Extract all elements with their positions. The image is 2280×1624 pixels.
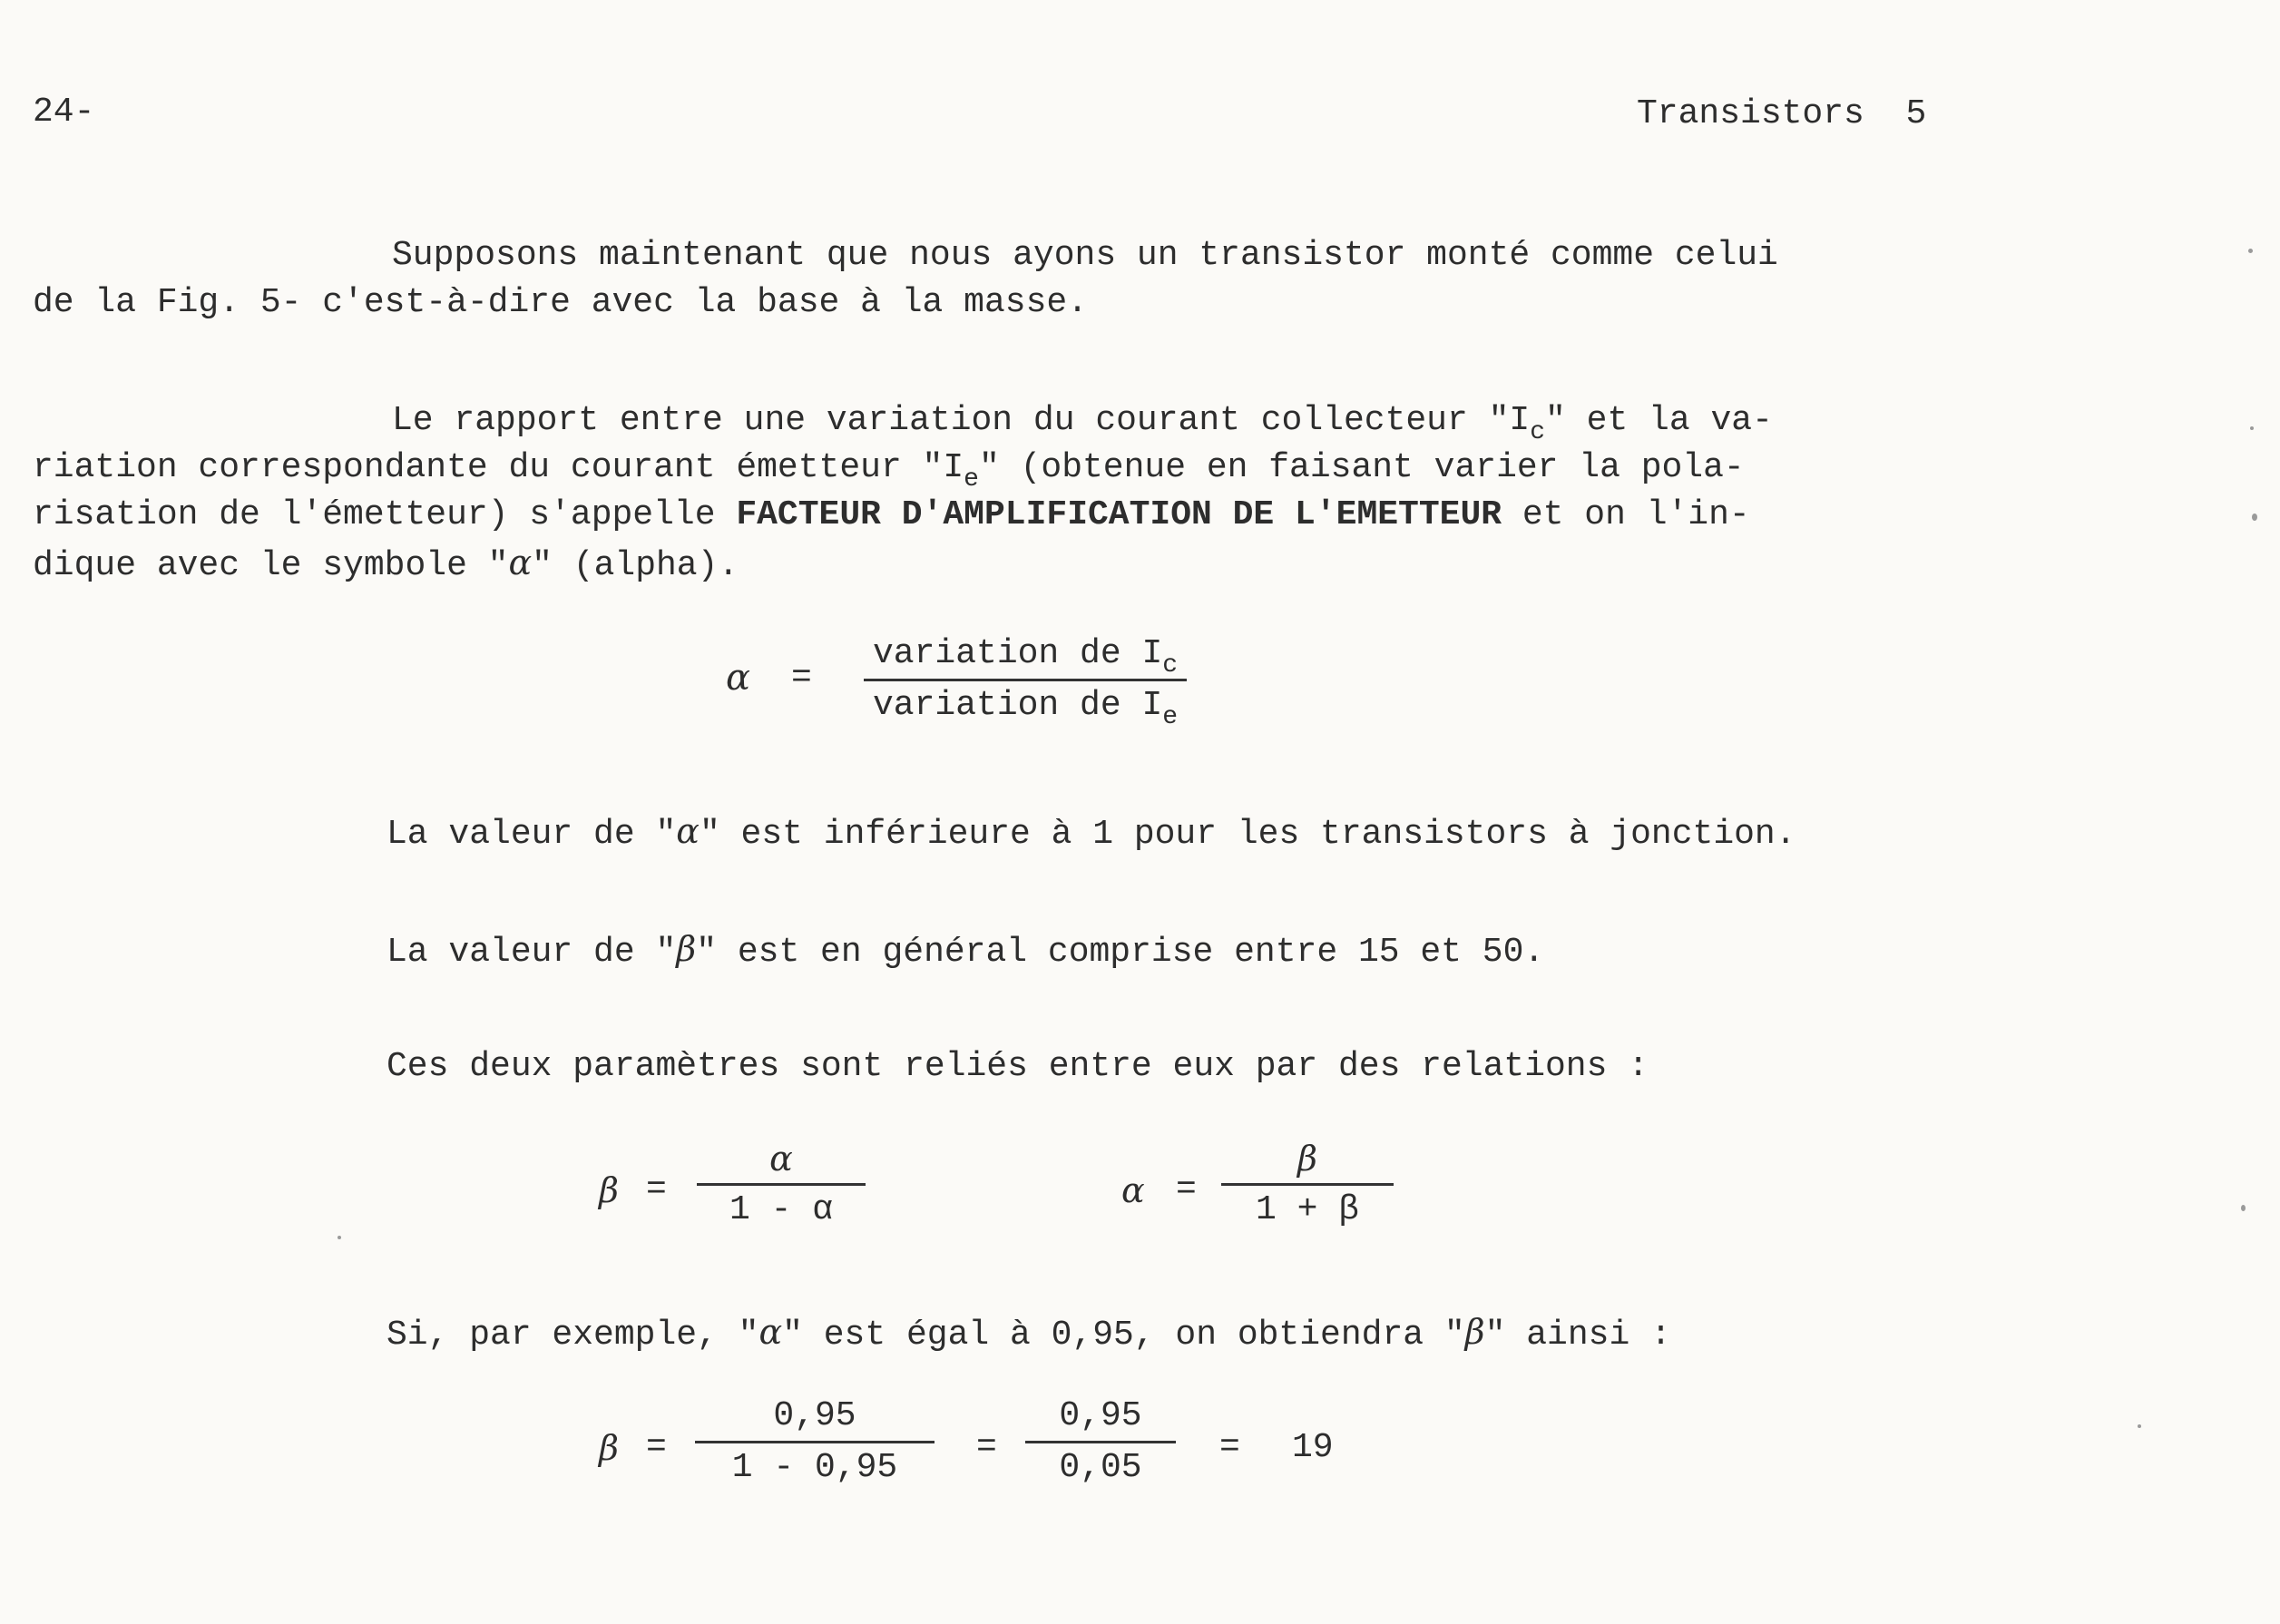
beta-symbol: β <box>1464 1312 1485 1352</box>
alpha-symbol: α <box>676 811 700 851</box>
paragraph-line: dique avec le symbole "α" (alpha). <box>33 543 739 585</box>
fraction-bar <box>1025 1441 1176 1443</box>
alpha-symbol: α <box>758 1312 783 1352</box>
formula-example-fraction-1 <box>695 1395 935 1489</box>
fraction-denominator: variation de $I_e$ <box>873 686 1179 731</box>
scan-speck <box>338 1236 341 1239</box>
formula-alpha2-lhs: α <box>1121 1170 1145 1210</box>
fraction-denominator: 1 - α <box>729 1190 834 1229</box>
scan-speck <box>2250 426 2254 430</box>
section-number: 5 <box>1905 94 1927 133</box>
fraction-denominator: 1 + β <box>1255 1190 1360 1229</box>
paragraph-definition <box>33 397 1773 590</box>
formula-beta-lhs: β <box>599 1170 619 1210</box>
fraction-numerator: 0,95 <box>773 1396 856 1435</box>
formula-example-fraction-2 <box>1025 1395 1176 1489</box>
fraction-bar <box>1221 1183 1394 1186</box>
beta-symbol: β <box>676 929 697 969</box>
formula-beta-fraction <box>697 1138 866 1231</box>
formula-alpha-lhs: α <box>726 657 751 699</box>
equals-sign: = <box>976 1428 997 1467</box>
paragraph-line: Supposons maintenant que nous ayons un transistor monté comme celui <box>392 236 1778 275</box>
equals-sign: = <box>1176 1170 1197 1209</box>
paragraph-intro <box>33 232 1778 327</box>
fraction-bar <box>697 1183 866 1186</box>
statement-relations: Ces deux paramètres sont reliés entre eux par des relations : <box>387 1047 1649 1086</box>
formula-example-result: 19 <box>1292 1428 1334 1467</box>
paragraph-line: de la Fig. 5- c'est-à-dire avec la base à la masse. <box>33 283 1088 322</box>
scan-speck <box>2252 514 2257 521</box>
emphasis-term: FACTEUR D'AMPLIFICATION DE L'EMETTEUR <box>736 495 1502 534</box>
fraction-numerator: variation de $I_c$ <box>873 634 1179 680</box>
running-header <box>1637 94 1926 133</box>
fraction-numerator: β <box>1297 1139 1317 1179</box>
fraction-bar <box>695 1441 935 1443</box>
scan-speck <box>2241 1205 2246 1211</box>
scan-speck <box>2138 1424 2141 1428</box>
paragraph-line: risation de l'émetteur) s'appelle FACTEUR D'AMPLIFICATION DE L'EMETTEUR et on l'in- <box>33 495 1750 534</box>
fraction-denominator: 0,05 <box>1059 1448 1142 1487</box>
formula-alpha-fraction <box>864 633 1187 731</box>
statement-beta: La valeur de "β" est en général comprise entre 15 et 50. <box>387 929 1545 972</box>
fraction-numerator: α <box>769 1139 793 1179</box>
equals-sign: = <box>646 1428 667 1467</box>
equals-sign: = <box>646 1170 667 1209</box>
equals-sign: = <box>1219 1428 1240 1467</box>
example-sentence: Si, par exemple, "α" est égal à 0,95, on obtiendra "β" ainsi : <box>387 1312 1671 1355</box>
section-title: Transistors <box>1637 94 1864 133</box>
equals-sign: = <box>791 659 812 698</box>
fraction-numerator: 0,95 <box>1059 1396 1142 1435</box>
paragraph-line: riation correspondante du courant émetteur "$I_e$" (obtenue en faisant varier la pola- <box>33 448 1745 494</box>
alpha-symbol: α <box>508 543 533 582</box>
page-number: 24- <box>33 93 95 132</box>
paragraph-line: Le rapport entre une variation du courant collecteur "$I_c$" et la va- <box>392 401 1773 446</box>
fraction-denominator: 1 - 0,95 <box>731 1448 898 1487</box>
statement-alpha: La valeur de "α" est inférieure à 1 pour les transistors à jonction. <box>387 811 1796 854</box>
formula-example-lhs: β <box>599 1428 619 1468</box>
scan-speck <box>2248 249 2253 253</box>
formula-alpha2-fraction <box>1221 1138 1394 1231</box>
fraction-bar <box>864 679 1187 681</box>
